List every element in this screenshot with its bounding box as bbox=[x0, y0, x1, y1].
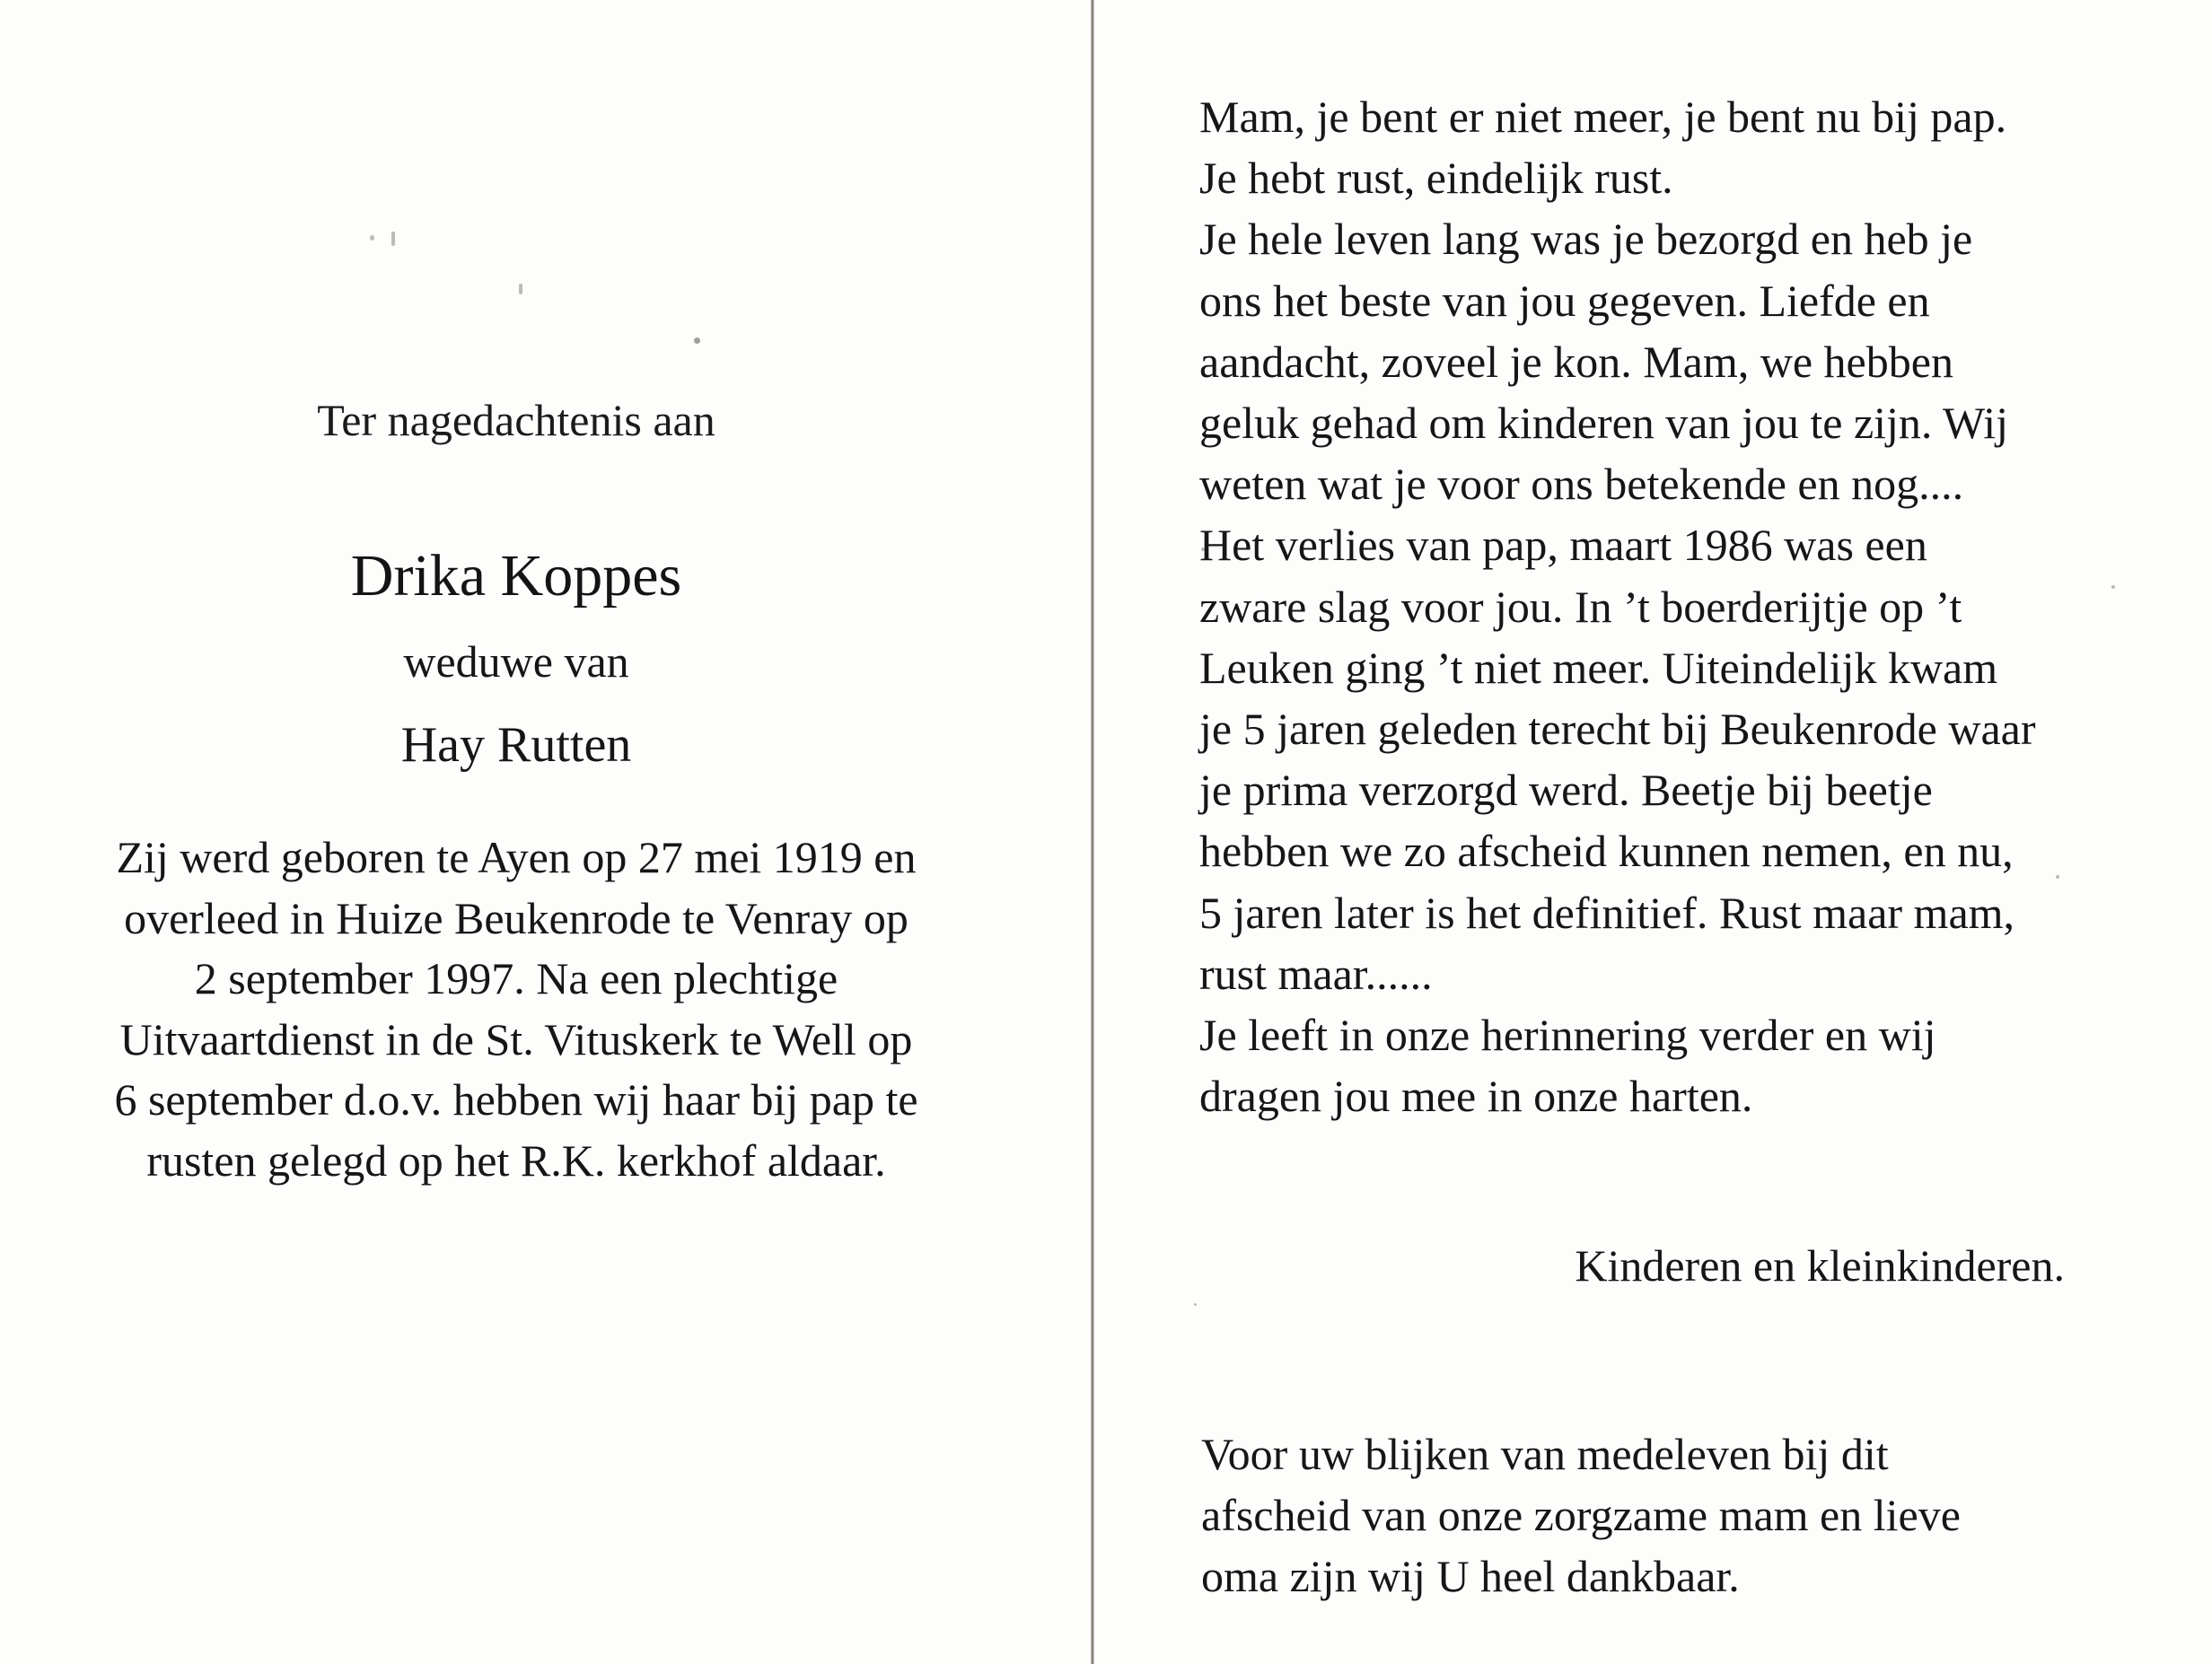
farewell-line: 5 jaren later is het definitief. Rust maar mam, bbox=[1199, 887, 2015, 938]
relation-text: weduwe van bbox=[403, 636, 629, 687]
biography-line: 2 september 1997. Na een plechtige bbox=[194, 953, 838, 1004]
memorial-heading: Ter nagedachtenis aan bbox=[317, 395, 715, 445]
farewell-line: Het verlies van pap, maart 1986 was een bbox=[1199, 520, 1927, 571]
biography-line: 6 september d.o.v. hebben wij haar bij pap te bbox=[114, 1074, 918, 1125]
biography-paragraph bbox=[54, 828, 979, 1192]
right-panel bbox=[1199, 0, 2106, 1664]
deceased-name: Drika Koppes bbox=[350, 543, 682, 609]
thanks-line: oma zijn wij U heel dankbaar. bbox=[1201, 1551, 1740, 1601]
farewell-line: weten wat je voor ons betekende en nog.... bbox=[1199, 459, 1964, 510]
farewell-line: hebben we zo afscheid kunnen nemen, en nu, bbox=[1199, 826, 2014, 877]
thanks-paragraph bbox=[1201, 1423, 2108, 1607]
paper-speck bbox=[1194, 1303, 1197, 1306]
left-panel bbox=[54, 0, 979, 1664]
farewell-line: je 5 jaren geleden terecht bij Beukenrode waar bbox=[1199, 704, 2036, 755]
farewell-line: aandacht, zoveel je kon. Mam, we hebben bbox=[1199, 336, 1953, 387]
farewell-line: Leuken ging ’t niet meer. Uiteindelijk kwam bbox=[1199, 642, 1998, 693]
farewell-line: geluk gehad om kinderen van jou te zijn. Wij bbox=[1199, 398, 2009, 449]
farewell-text bbox=[1199, 86, 2106, 1126]
family-signature: Kinderen en kleinkinderen. bbox=[1575, 1240, 2065, 1291]
thanks-line: afscheid van onze zorgzame mam en lieve bbox=[1201, 1490, 1961, 1540]
farewell-line: je prima verzorgd werd. Beetje bij beetje bbox=[1199, 765, 1933, 816]
farewell-line: Je hele leven lang was je bezorgd en heb je bbox=[1199, 214, 1973, 265]
card-fold-line bbox=[1091, 0, 1094, 1664]
biography-line: Zij werd geboren te Ayen op 27 mei 1919 en bbox=[116, 832, 917, 882]
farewell-line: Je hebt rust, eindelijk rust. bbox=[1199, 153, 1673, 204]
paper-speck bbox=[2111, 585, 2115, 589]
farewell-line: rust maar...... bbox=[1199, 948, 1433, 999]
farewell-line: dragen jou mee in onze harten. bbox=[1199, 1071, 1753, 1122]
biography-line: overleed in Huize Beukenrode te Venray op bbox=[124, 892, 908, 943]
farewell-line: ons het beste van jou gegeven. Liefde en bbox=[1199, 275, 1930, 326]
farewell-line: Je leeft in onze herinnering verder en wij bbox=[1199, 1010, 1936, 1061]
thanks-line: Voor uw blijken van medeleven bij dit bbox=[1201, 1429, 1889, 1479]
biography-line: rusten gelegd op het R.K. kerkhof aldaar. bbox=[146, 1134, 886, 1186]
farewell-line: zware slag voor jou. In ’t boerderijtje op ’t bbox=[1199, 581, 1962, 632]
farewell-line: Mam, je bent er niet meer, je bent nu bij pap. bbox=[1199, 92, 2007, 142]
biography-line: Uitvaartdienst in de St. Vituskerk te Well op bbox=[119, 1013, 913, 1064]
spouse-name: Hay Rutten bbox=[400, 717, 632, 773]
